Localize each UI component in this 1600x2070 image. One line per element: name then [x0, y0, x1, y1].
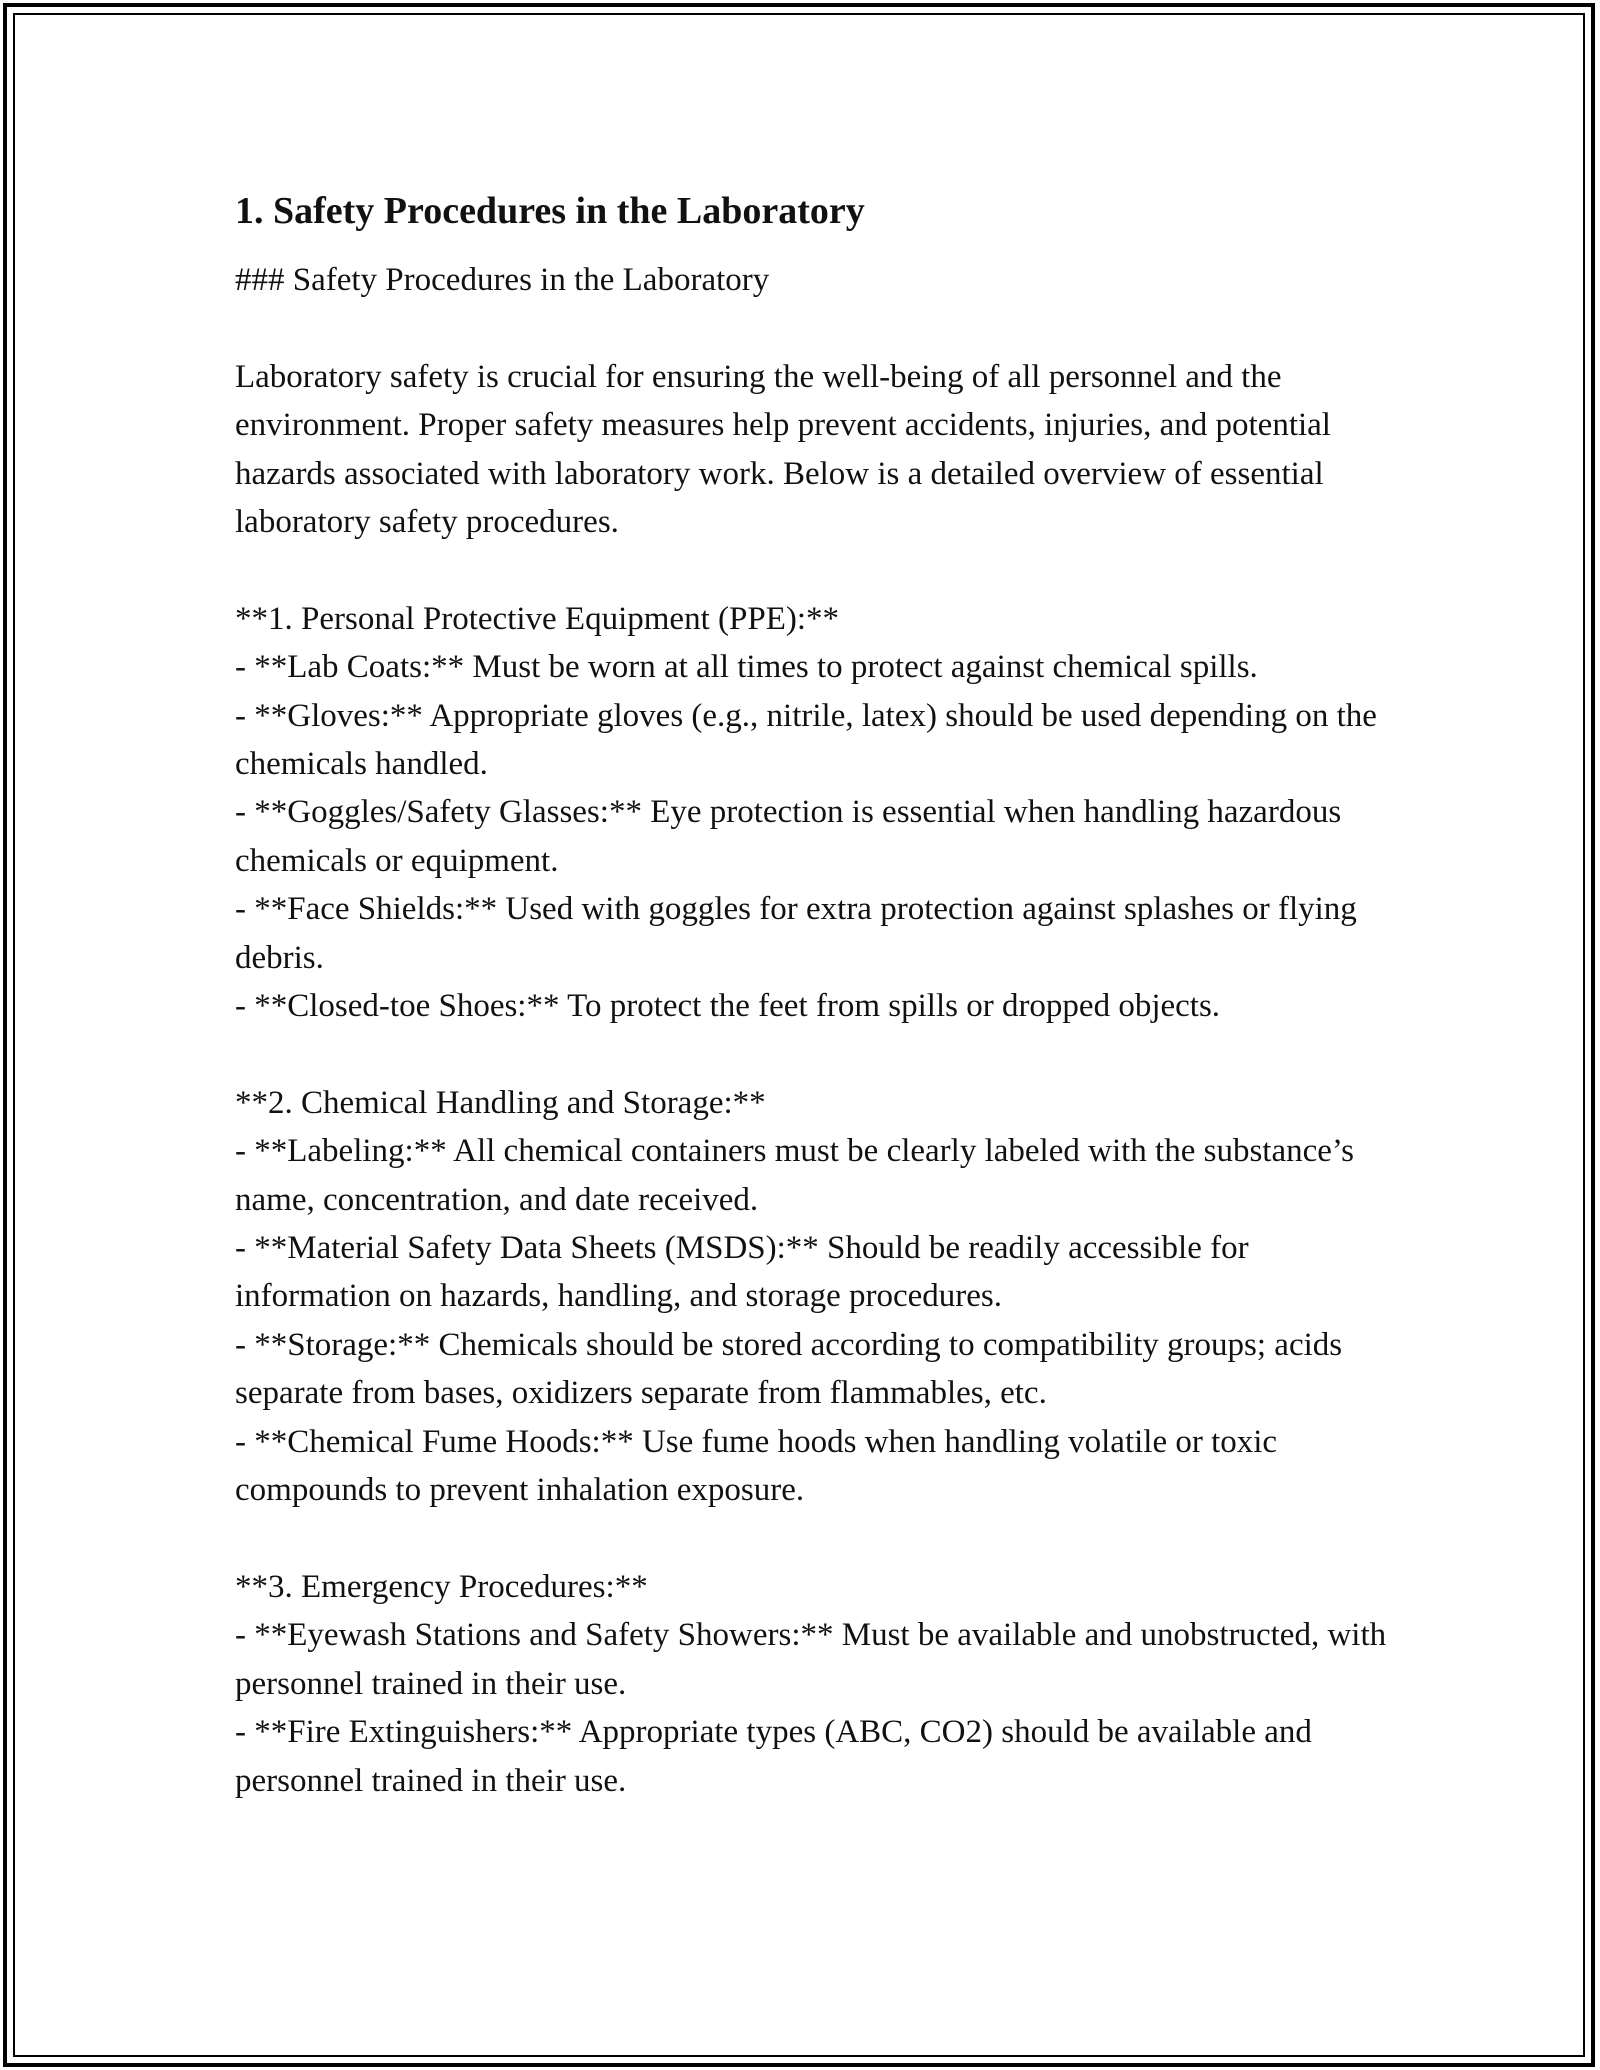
document-body: [235, 186, 1395, 1805]
paragraph-gap: [235, 1515, 1395, 1563]
list-item: - **Goggles/Safety Glasses:** Eye protection is essential when handling hazardous chemicals or equipment.: [235, 794, 1342, 879]
list-item: - **Chemical Fume Hoods:** Use fume hoods when handling volatile or toxic compounds to prevent inhalation exposure.: [235, 1423, 1278, 1509]
section-heading: **3. Emergency Procedures:**: [235, 1568, 648, 1605]
list-item: - **Lab Coats:** Must be worn at all times to protect against chemical spills.: [235, 649, 1258, 686]
list-item: - **Material Safety Data Sheets (MSDS):** Should be readily accessible for information on hazards, handling, and storage procedures.: [235, 1230, 1249, 1315]
list-item: - **Face Shields:** Used with goggles for extra protection against splashes or flying debris.: [235, 891, 1357, 976]
list-item: - **Gloves:** Appropriate gloves (e.g., nitrile, latex) should be used depending on the chemicals handled.: [235, 697, 1377, 783]
paragraph-gap: [235, 304, 1395, 352]
section-heading: **2. Chemical Handling and Storage:**: [235, 1084, 766, 1121]
document-title: 1. Safety Procedures in the Laboratory: [235, 190, 865, 232]
intro-paragraph: Laboratory safety is crucial for ensuring the well-being of all personnel and the environment. Proper safety measures help prevent accidents, injuries, and potential hazards associated with laboratory work. Below is a detailed overview of essential laboratory safety procedures.: [235, 358, 1331, 541]
list-item: - **Storage:** Chemicals should be stored according to compatibility groups; acids separate from bases, oxidizers separate from flammables, etc.: [235, 1326, 1343, 1412]
section-chemical-handling: [235, 1079, 1395, 1515]
list-item: - **Fire Extinguishers:** Appropriate types (ABC, CO2) should be available and personnel trained in their use.: [235, 1714, 1312, 1799]
section-emergency: [235, 1563, 1395, 1805]
list-item: - **Closed-toe Shoes:** To protect the feet from spills or dropped objects.: [235, 988, 1221, 1025]
markdown-subheading: ### Safety Procedures in the Laboratory: [235, 262, 770, 298]
list-item: - **Labeling:** All chemical containers must be clearly labeled with the substance’s name, concentration, and date received.: [235, 1133, 1354, 1218]
list-item: - **Eyewash Stations and Safety Showers:** Must be available and unobstructed, with personnel trained in their use.: [235, 1617, 1387, 1702]
section-ppe: [235, 595, 1395, 1031]
section-heading: **1. Personal Protective Equipment (PPE):**: [235, 600, 840, 637]
paragraph-gap: [235, 546, 1395, 594]
paragraph-gap: [235, 1030, 1395, 1078]
